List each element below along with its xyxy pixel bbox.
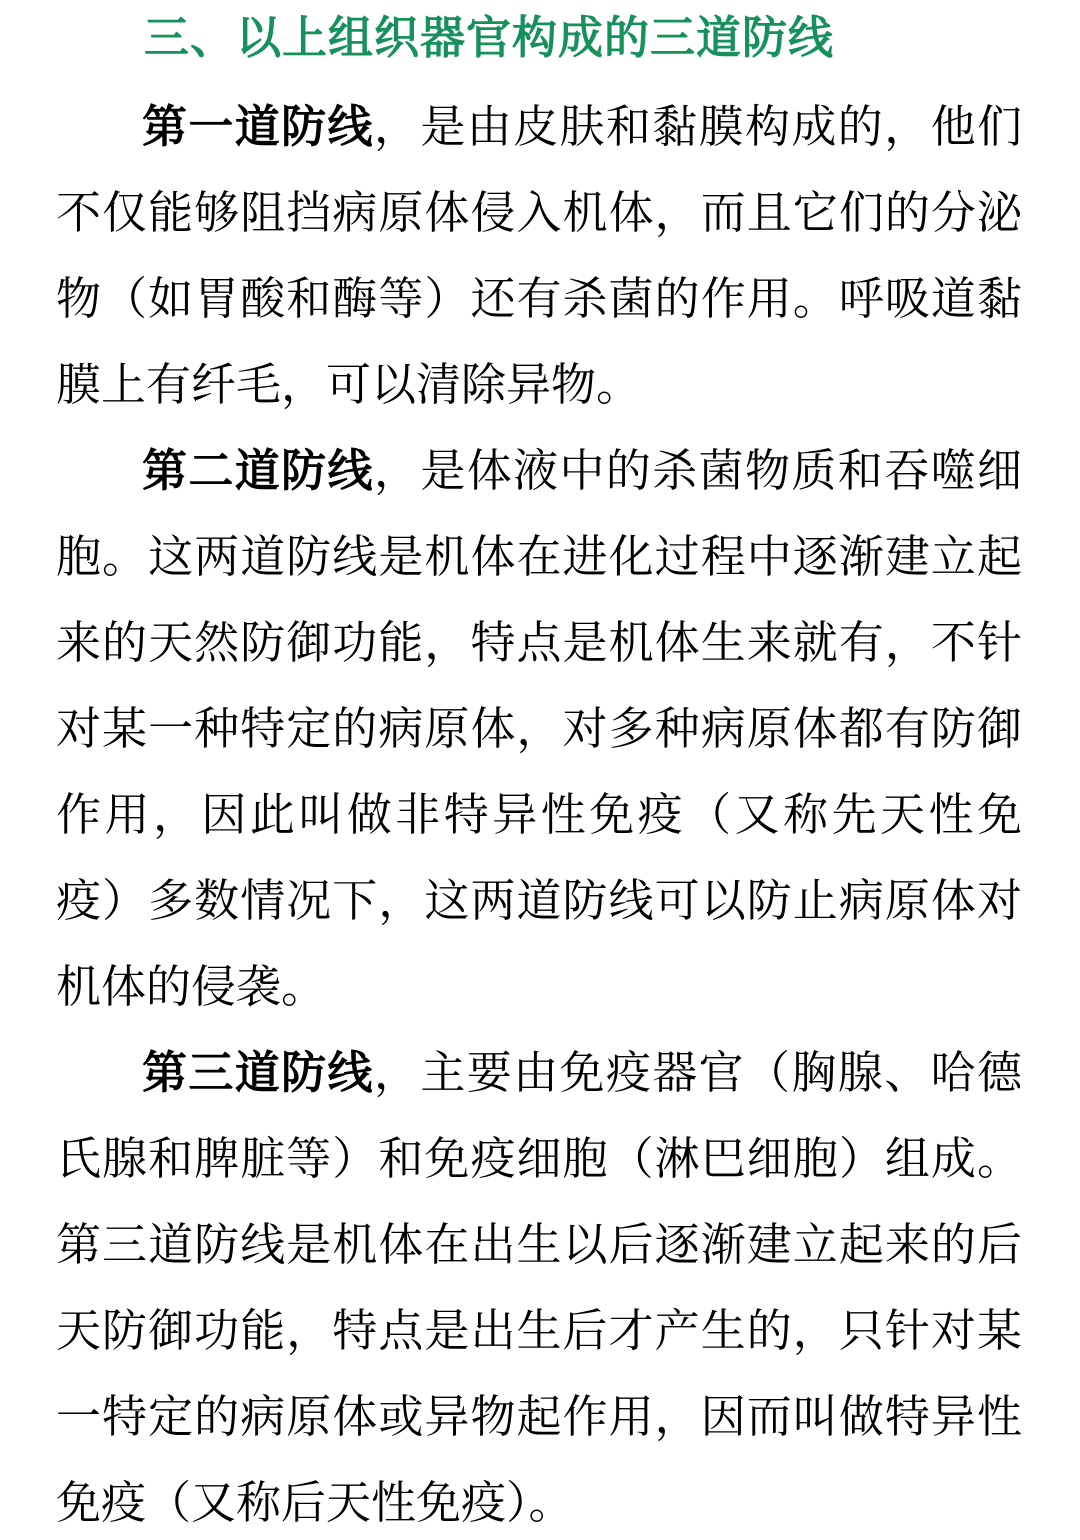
line-text: 氏腺和脾脏等）和免疫细胞（淋巴细胞）组成。	[56, 1133, 1022, 1184]
line-text: ，是体液中的杀菌物质和吞噬细	[373, 445, 1022, 496]
document-page	[0, 8, 1080, 1540]
line-text: 膜上有纤毛，可以清除异物。	[56, 359, 642, 410]
line-text: 天防御功能，特点是出生后才产生的，只针对某	[56, 1305, 1022, 1356]
text-line	[56, 600, 1022, 686]
text-line	[56, 428, 1022, 514]
text-line	[56, 84, 1022, 170]
text-line	[56, 944, 1022, 1030]
line-text: 作用，因此叫做非特异性免疫（又称先天性免	[56, 789, 1022, 840]
text-line	[56, 686, 1022, 772]
text-line	[56, 170, 1022, 256]
line-text: 免疫（又称后天性免疫）。	[56, 1477, 574, 1528]
text-line	[56, 1374, 1022, 1460]
line-text: 来的天然防御功能，特点是机体生来就有，不针	[56, 617, 1022, 668]
line-text: ，主要由免疫器官（胸腺、哈德	[373, 1047, 1022, 1098]
line-text: 机体的侵袭。	[56, 961, 327, 1012]
line-text: 不仅能够阻挡病原体侵入机体，而且它们的分泌	[56, 187, 1022, 238]
text-line	[56, 1460, 1022, 1540]
text-line	[56, 1116, 1022, 1202]
line-text: ，是由皮肤和黏膜构成的，他们	[373, 101, 1022, 152]
text-line	[56, 1030, 1022, 1116]
text-line	[56, 1288, 1022, 1374]
document-body	[56, 84, 1022, 1540]
paragraph-lead-bold: 第一道防线	[142, 101, 374, 152]
line-text: 物（如胃酸和酶等）还有杀菌的作用。呼吸道黏	[56, 273, 1022, 324]
text-line	[56, 256, 1022, 342]
text-line	[56, 858, 1022, 944]
line-text: 第三道防线是机体在出生以后逐渐建立起来的后	[56, 1219, 1022, 1270]
section-heading: 三、以上组织器官构成的三道防线	[144, 12, 835, 63]
line-text: 胞。这两道防线是机体在进化过程中逐渐建立起	[56, 531, 1022, 582]
paragraph-lead-bold: 第二道防线	[142, 445, 374, 496]
text-line	[56, 1202, 1022, 1288]
text-line	[56, 772, 1022, 858]
line-text: 对某一种特定的病原体，对多种病原体都有防御	[56, 703, 1022, 754]
line-text: 一特定的病原体或异物起作用，因而叫做特异性	[56, 1391, 1022, 1442]
text-line	[56, 342, 1022, 428]
text-line	[56, 514, 1022, 600]
line-text: 疫）多数情况下，这两道防线可以防止病原体对	[56, 875, 1022, 926]
paragraph-lead-bold: 第三道防线	[142, 1047, 374, 1098]
